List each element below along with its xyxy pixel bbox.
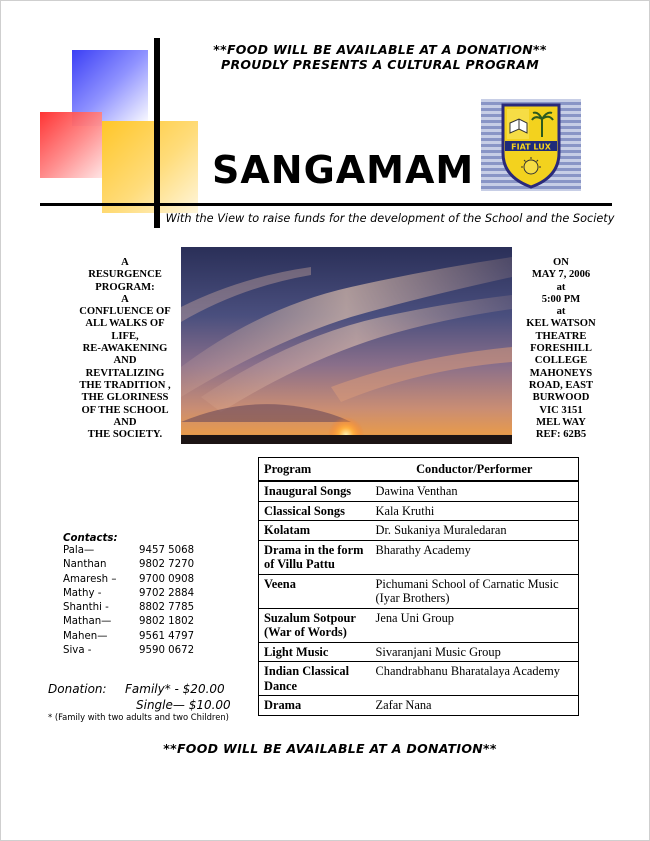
performer-cell: Pichumani School of Carnatic Music (Iyar Brothers) (371, 574, 579, 608)
contact-row (63, 631, 219, 645)
school-crest-logo (481, 99, 581, 191)
contact-name: Nanthan (63, 559, 107, 571)
contact-row (63, 588, 219, 602)
event-address-line: BURWOOD (532, 392, 590, 404)
table-row (259, 501, 579, 521)
sunset-photo (181, 247, 512, 444)
event-venue-line: FORESHILL (530, 343, 592, 355)
performer-cell: Kala Kruthi (371, 501, 579, 521)
contact-name: Amaresh – (63, 573, 117, 585)
event-address-line: VIC 3151 (539, 404, 583, 416)
program-cell: Drama in the form of Villu Pattu (259, 540, 371, 574)
logo-text: FIAT LUX (511, 142, 551, 152)
contacts-title: Contacts: (63, 533, 118, 544)
description-line: RESURGENCE (88, 269, 162, 281)
table-row (259, 608, 579, 642)
table-row (259, 481, 579, 501)
event-address-line: MAHONEYS (529, 367, 593, 379)
event-address-line: REF: 62B5 (535, 429, 587, 441)
sun-icon (524, 160, 538, 174)
contact-number: 8802 7785 (139, 602, 195, 614)
event-detail-line: at (556, 306, 566, 318)
contact-number: 9561 4797 (139, 630, 195, 642)
contact-number: 9590 0672 (139, 645, 195, 657)
contact-number: 9700 0908 (139, 573, 195, 585)
event-detail-line: at (556, 281, 566, 293)
description-line: RE-AWAKENING (82, 343, 168, 355)
program-cell: Indian Classical Dance (259, 662, 371, 696)
description-line: ALL WALKS OF (85, 318, 165, 330)
table-row (259, 521, 579, 541)
performer-cell: Jena Uni Group (371, 608, 579, 642)
description-line: THE TRADITION , (79, 379, 171, 391)
description-line: OF THE SCHOOL (81, 404, 169, 416)
table-row (259, 642, 579, 662)
program-table (258, 457, 579, 716)
contact-number: 9802 1802 (139, 616, 195, 628)
event-time: 5:00 PM (541, 293, 581, 305)
contact-row (63, 602, 219, 616)
table-row (259, 696, 579, 716)
table-row (259, 662, 579, 696)
performer-cell: Sivaranjani Music Group (371, 642, 579, 662)
description-line: AND (113, 355, 137, 367)
contact-number: 9702 2884 (139, 587, 195, 599)
table-header-row (259, 458, 579, 482)
description-line: AND (113, 416, 137, 428)
event-date: MAY 7, 2006 (531, 269, 591, 281)
tagline: With the View to raise funds for the development of the School and the Society (165, 212, 615, 225)
contact-name: Mahen— (63, 630, 108, 642)
program-cell: Veena (259, 574, 371, 608)
table-row (259, 540, 579, 574)
program-cell: Kolatam (259, 521, 371, 541)
contact-row (63, 574, 219, 588)
contact-row (63, 545, 219, 559)
program-cell: Classical Songs (259, 501, 371, 521)
decor-horizontal-line (40, 203, 612, 206)
event-address-line: MEL WAY (536, 416, 586, 428)
program-description (70, 257, 180, 441)
header-food-notice: **FOOD WILL BE AVAILABLE AT A DONATION** (213, 42, 547, 57)
description-line: LIFE, (111, 330, 139, 342)
contact-name: Shanthi - (63, 602, 109, 614)
contact-row (63, 559, 219, 573)
performer-cell: Zafar Nana (371, 696, 579, 716)
contact-row (63, 645, 219, 659)
donation-single-price: Single— $10.00 (136, 698, 231, 712)
program-cell: Suzalum Sotpour (War of Words) (259, 608, 371, 642)
page-title: SANGAMAM (212, 148, 475, 192)
performer-cell: Dr. Sukaniya Muraledaran (371, 521, 579, 541)
performer-cell: Bharathy Academy (371, 540, 579, 574)
description-line: CONFLUENCE OF (79, 306, 171, 318)
description-line: REVITALIZING (85, 367, 165, 379)
decor-red-square (40, 112, 102, 178)
description-line: THE GLORINESS (81, 392, 169, 404)
description-line: PROGRAM: (95, 281, 155, 293)
contact-number: 9802 7270 (139, 559, 195, 571)
event-detail-line: ON (553, 257, 569, 268)
description-line: THE SOCIETY. (87, 429, 163, 441)
contacts-list (63, 533, 219, 659)
event-details (518, 257, 604, 441)
shield-icon (481, 99, 581, 191)
contact-name: Mathy - (63, 587, 102, 599)
event-venue-line: COLLEGE (534, 355, 588, 367)
event-venue-line: THEATRE (535, 330, 587, 342)
contact-number: 9457 5068 (139, 545, 195, 556)
contact-name: Pala— (63, 545, 95, 556)
contact-name: Mathan— (63, 616, 112, 628)
program-cell: Drama (259, 696, 371, 716)
event-venue-line: KEL WATSON (526, 318, 596, 330)
event-address-line: ROAD, EAST (528, 379, 594, 391)
donation-note: * (Family with two adults and two Children) (48, 712, 229, 722)
description-line: A (121, 293, 129, 305)
donation-label: Donation: (48, 682, 107, 696)
contact-name: Siva - (63, 645, 92, 657)
donation-family-price: Family* - $20.00 (125, 682, 225, 696)
footer-food-notice: **FOOD WILL BE AVAILABLE AT A DONATION** (163, 741, 497, 756)
performer-cell: Dawina Venthan (371, 481, 579, 501)
program-cell: Inaugural Songs (259, 481, 371, 501)
header-presents: PROUDLY PRESENTS A CULTURAL PROGRAM (220, 57, 540, 72)
contact-row (63, 616, 219, 630)
performer-cell: Chandrabhanu Bharatalaya Academy (371, 662, 579, 696)
description-line: A (121, 257, 129, 268)
column-header-performer: Conductor/Performer (371, 458, 579, 482)
palm-tree-icon (541, 119, 543, 137)
column-header-program: Program (259, 458, 371, 482)
table-row (259, 574, 579, 608)
decor-vertical-line (154, 38, 160, 228)
program-cell: Light Music (259, 642, 371, 662)
decor-yellow-square (102, 121, 198, 213)
